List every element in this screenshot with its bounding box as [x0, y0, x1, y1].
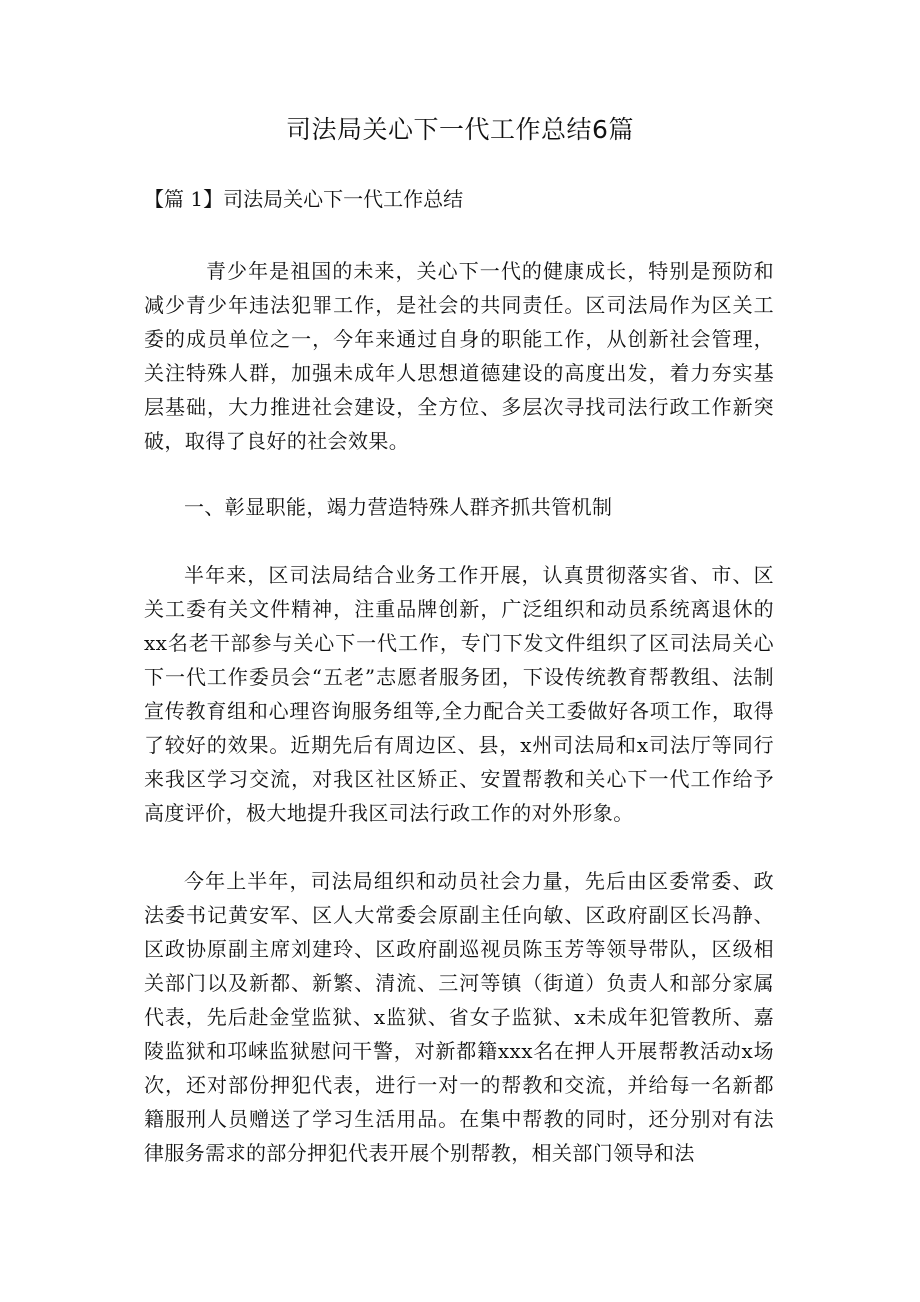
section-heading: 【篇 1】司法局关心下一代工作总结	[144, 187, 464, 211]
paragraph-first-half: 今年上半年，司法局组织和动员社会力量，先后由区委常委、政法委书记黄安军、区人大常委会原副主任向敏、区政府副区长冯静、区政协原副主席刘建玲、区政府副巡视员陈玉芳等领导带队，区级相关部门以及新都、新繁、清流、三河等镇（街道）负责人和部分家属代表，先后赴金堂监狱、x监狱、省女子监狱、x未成年犯管教所、嘉陵监狱和邛崃监狱慰问干警，对新都籍xxx名在押人开展帮教活动x场次，还对部份押犯代表，进行一对一的帮教和交流，并给每一名新都籍服刑人员赠送了学习生活用品。在集中帮教的同时，还分别对有法律服务需求的部分押犯代表开展个别帮教，相关部门领导和法	[144, 869, 774, 1165]
paragraph-intro: 青少年是祖国的未来，关心下一代的健康成长，特别是预防和减少青少年违法犯罪工作，是社会的共同责任。区司法局作为区关工委的成员单位之一，今年来通过自身的职能工作，从创新社会管理，关注特殊人群，加强未成年人思想道德建设的高度出发，着力夯实基层基础，大力推进社会建设，全方位、多层次寻找司法行政工作新突破，取得了良好的社会效果。	[144, 259, 774, 453]
document-title: 司法局关心下一代工作总结6篇	[286, 115, 634, 144]
sub-heading-1: 一、彰显职能，竭力营造特殊人群齐抓共管机制	[184, 495, 613, 519]
paragraph-half-year: 半年来，区司法局结合业务工作开展，认真贯彻落实省、市、区关工委有关文件精神，注重品牌创新，广泛组织和动员系统离退休的xx名老干部参与关心下一代工作，专门下发文件组织了区司法局关心下一代工作委员会“五老”志愿者服务团，下设传统教育帮教组、法制宣传教育组和心理咨询服务组等,全力配合关工委做好各项工作，取得了较好的效果。近期先后有周边区、县，x州司法局和x司法厅等同行来我区学习交流，对我区社区矫正、安置帮教和关心下一代工作给予高度评价，极大地提升我区司法行政工作的对外形象。	[144, 563, 774, 825]
